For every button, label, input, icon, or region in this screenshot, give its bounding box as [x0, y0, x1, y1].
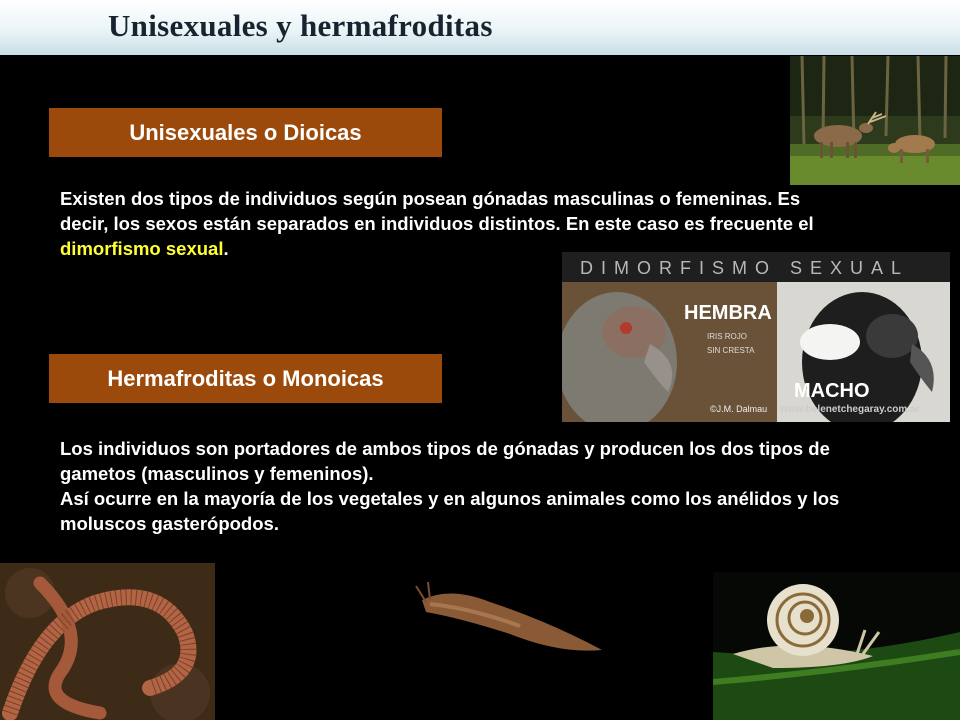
highlight-dimorfismo: dimorfismo sexual: [60, 238, 224, 259]
paragraph-line: Así ocurre en la mayoría de los vegetales y en algunos animales como los anélidos y los moluscos gasterópodos.: [60, 488, 840, 534]
male-label: MACHO: [794, 380, 870, 402]
title-bar: [0, 0, 960, 55]
slide-title: Unisexuales y hermafroditas: [108, 8, 493, 43]
photo-credit: ©J.M. Dalmau: [710, 404, 768, 414]
paragraph-hermafroditas: [60, 436, 860, 536]
female-note-iris: IRIS ROJO: [707, 332, 748, 341]
earthworm-photo: [0, 563, 215, 720]
paragraph-line: Los individuos son portadores de ambos tipos de gónadas y producen los dos tipos de gametos (masculinos y femeninos).: [60, 438, 830, 484]
paragraph-unisexuales: [60, 186, 850, 261]
deer-photo: [790, 56, 960, 185]
female-note-crest: SIN CRESTA: [707, 346, 755, 355]
paragraph-text: Existen dos tipos de individuos según posean gónadas masculinas o femeninas. Es decir, los sexos están separados en individuos distintos. En este caso es frecuente el: [60, 188, 814, 234]
heading-unisexuales: Unisexuales o Dioicas: [49, 108, 442, 157]
snail-photo: [713, 572, 960, 720]
paragraph-text-end: .: [223, 238, 229, 259]
vultures-dimorphism-photo: [562, 252, 950, 422]
photo-site: www.belenetchegaray.com.ar: [780, 404, 920, 415]
heading-hermafroditas: Hermafroditas o Monoicas: [49, 354, 442, 403]
vulture-banner: DIMORFISMO SEXUAL: [580, 258, 910, 278]
female-label: HEMBRA: [684, 302, 772, 324]
slug-photo: [410, 578, 610, 658]
